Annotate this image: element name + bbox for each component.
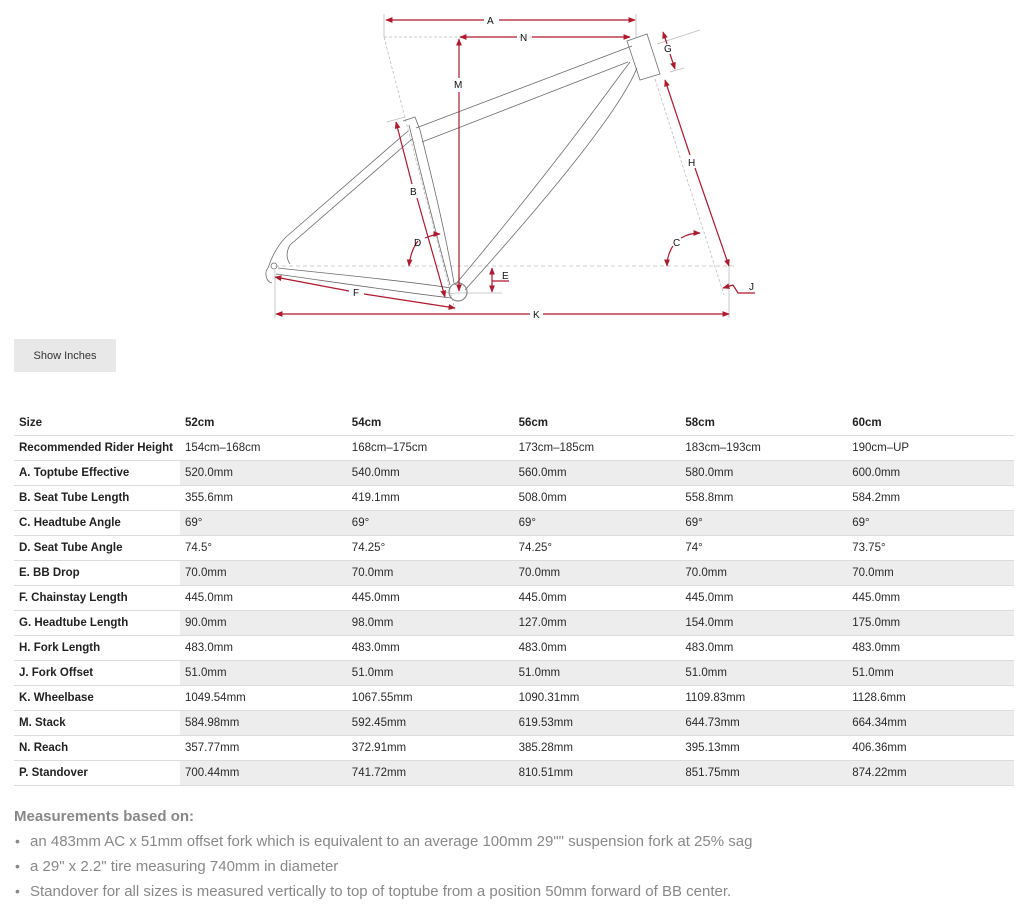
cell-value: 508.0mm <box>514 486 681 511</box>
cell-value: 190cm–UP <box>847 436 1014 461</box>
cell-value: 619.53mm <box>514 711 681 736</box>
cell-value: 1109.83mm <box>680 686 847 711</box>
cell-value: 69° <box>347 511 514 536</box>
table-header-row <box>14 411 1014 436</box>
row-label: J. Fork Offset <box>14 661 180 686</box>
cell-value: 69° <box>514 511 681 536</box>
cell-value: 70.0mm <box>347 561 514 586</box>
cell-value: 445.0mm <box>514 586 681 611</box>
cell-value: 70.0mm <box>514 561 681 586</box>
table-row <box>14 661 1014 686</box>
cell-value: 445.0mm <box>680 586 847 611</box>
cell-value: 183cm–193cm <box>680 436 847 461</box>
row-label: F. Chainstay Length <box>14 586 180 611</box>
cell-value: 483.0mm <box>680 636 847 661</box>
label-e: E <box>502 271 509 282</box>
row-label: E. BB Drop <box>14 561 180 586</box>
cell-value: 127.0mm <box>514 611 681 636</box>
cell-value: 74.5° <box>180 536 347 561</box>
row-label: A. Toptube Effective <box>14 461 180 486</box>
cell-value: 1090.31mm <box>514 686 681 711</box>
cell-value: 90.0mm <box>180 611 347 636</box>
cell-value: 874.22mm <box>847 761 1014 786</box>
cell-value: 810.51mm <box>514 761 681 786</box>
bullet-icon: • <box>15 883 20 899</box>
geometry-table <box>14 411 1014 786</box>
cell-value: 154cm–168cm <box>180 436 347 461</box>
cell-value: 385.28mm <box>514 736 681 761</box>
table-row <box>14 611 1014 636</box>
table-row <box>14 686 1014 711</box>
dim-c <box>667 246 673 266</box>
row-label: K. Wheelbase <box>14 686 180 711</box>
label-c: C <box>673 238 681 249</box>
cell-value: 1067.55mm <box>347 686 514 711</box>
row-label: N. Reach <box>14 736 180 761</box>
cell-value: 395.13mm <box>680 736 847 761</box>
bike-frame-outline <box>266 34 660 301</box>
row-label: B. Seat Tube Length <box>14 486 180 511</box>
cell-value: 51.0mm <box>680 661 847 686</box>
label-m: M <box>454 80 463 91</box>
label-g: G <box>664 44 672 55</box>
cell-value: 580.0mm <box>680 461 847 486</box>
cell-value: 483.0mm <box>180 636 347 661</box>
cell-value: 372.91mm <box>347 736 514 761</box>
cell-value: 74° <box>680 536 847 561</box>
header-58cm: 58cm <box>680 411 847 436</box>
cell-value: 70.0mm <box>680 561 847 586</box>
cell-value: 51.0mm <box>514 661 681 686</box>
label-j: J <box>749 282 754 293</box>
cell-value: 741.72mm <box>347 761 514 786</box>
cell-value: 1128.6mm <box>847 686 1014 711</box>
row-label: Recommended Rider Height <box>14 436 180 461</box>
table-row <box>14 461 1014 486</box>
table-row <box>14 586 1014 611</box>
cell-value: 70.0mm <box>180 561 347 586</box>
label-k: K <box>533 310 540 321</box>
dim-b <box>396 122 412 184</box>
cell-value: 74.25° <box>514 536 681 561</box>
notes-heading: Measurements based on: <box>14 808 195 825</box>
cell-value: 584.2mm <box>847 486 1014 511</box>
cell-value: 483.0mm <box>514 636 681 661</box>
dim-h <box>665 80 690 155</box>
cell-value: 600.0mm <box>847 461 1014 486</box>
row-label: M. Stack <box>14 711 180 736</box>
cell-value: 70.0mm <box>847 561 1014 586</box>
cell-value: 168cm–175cm <box>347 436 514 461</box>
label-a: A <box>487 16 494 27</box>
row-label: C. Headtube Angle <box>14 511 180 536</box>
table-row <box>14 511 1014 536</box>
cell-value: 51.0mm <box>347 661 514 686</box>
row-label: H. Fork Length <box>14 636 180 661</box>
cell-value: 700.44mm <box>180 761 347 786</box>
cell-value: 406.36mm <box>847 736 1014 761</box>
cell-value: 540.0mm <box>347 461 514 486</box>
cell-value: 520.0mm <box>180 461 347 486</box>
table-row <box>14 636 1014 661</box>
cell-value: 1049.54mm <box>180 686 347 711</box>
row-label: D. Seat Tube Angle <box>14 536 180 561</box>
measurement-notes <box>14 808 752 904</box>
label-n: N <box>520 33 528 44</box>
table-row <box>14 736 1014 761</box>
note-item <box>14 879 752 904</box>
show-inches-button[interactable]: Show Inches <box>14 339 116 372</box>
table-row <box>14 761 1014 786</box>
cell-value: 175.0mm <box>847 611 1014 636</box>
cell-value: 69° <box>847 511 1014 536</box>
cell-value: 851.75mm <box>680 761 847 786</box>
header-52cm: 52cm <box>180 411 347 436</box>
cell-value: 664.34mm <box>847 711 1014 736</box>
cell-value: 445.0mm <box>347 586 514 611</box>
cell-value: 558.8mm <box>680 486 847 511</box>
cell-value: 69° <box>180 511 347 536</box>
header-60cm: 60cm <box>847 411 1014 436</box>
cell-value: 445.0mm <box>180 586 347 611</box>
row-label: P. Standover <box>14 761 180 786</box>
cell-value: 51.0mm <box>180 661 347 686</box>
cell-value: 98.0mm <box>347 611 514 636</box>
note-item <box>14 854 752 879</box>
cell-value: 483.0mm <box>847 636 1014 661</box>
cell-value: 173cm–185cm <box>514 436 681 461</box>
table-row <box>14 436 1014 461</box>
label-d: D <box>414 238 422 249</box>
bullet-icon: • <box>15 833 20 849</box>
cell-value: 483.0mm <box>347 636 514 661</box>
dimension-letters <box>353 16 754 321</box>
cell-value: 560.0mm <box>514 461 681 486</box>
cell-value: 357.77mm <box>180 736 347 761</box>
note-text: Standover for all sizes is measured vertically to top of toptube from a position 50mm forward of BB center. <box>30 883 732 900</box>
table-row <box>14 711 1014 736</box>
label-f: F <box>353 288 360 299</box>
notes-list <box>14 829 752 904</box>
cell-value: 644.73mm <box>680 711 847 736</box>
cell-value: 355.6mm <box>180 486 347 511</box>
note-text: an 483mm AC x 51mm offset fork which is equivalent to an average 100mm 29"" suspension fork at 25% sag <box>30 833 753 850</box>
header-size: Size <box>14 411 180 436</box>
label-h: H <box>688 158 696 169</box>
header-56cm: 56cm <box>514 411 681 436</box>
cell-value: 74.25° <box>347 536 514 561</box>
note-item <box>14 829 752 854</box>
table-row <box>14 561 1014 586</box>
frame-geometry-diagram <box>0 0 1024 330</box>
table-row <box>14 486 1014 511</box>
table-row <box>14 536 1014 561</box>
cell-value: 73.75° <box>847 536 1014 561</box>
note-text: a 29" x 2.2" tire measuring 740mm in diameter <box>30 858 339 875</box>
row-label: G. Headtube Length <box>14 611 180 636</box>
cell-value: 51.0mm <box>847 661 1014 686</box>
cell-value: 445.0mm <box>847 586 1014 611</box>
header-54cm: 54cm <box>347 411 514 436</box>
cell-value: 592.45mm <box>347 711 514 736</box>
label-b: B <box>410 187 417 198</box>
cell-value: 419.1mm <box>347 486 514 511</box>
cell-value: 154.0mm <box>680 611 847 636</box>
cell-value: 69° <box>680 511 847 536</box>
bullet-icon: • <box>15 858 20 874</box>
dim-j <box>723 285 733 288</box>
cell-value: 584.98mm <box>180 711 347 736</box>
